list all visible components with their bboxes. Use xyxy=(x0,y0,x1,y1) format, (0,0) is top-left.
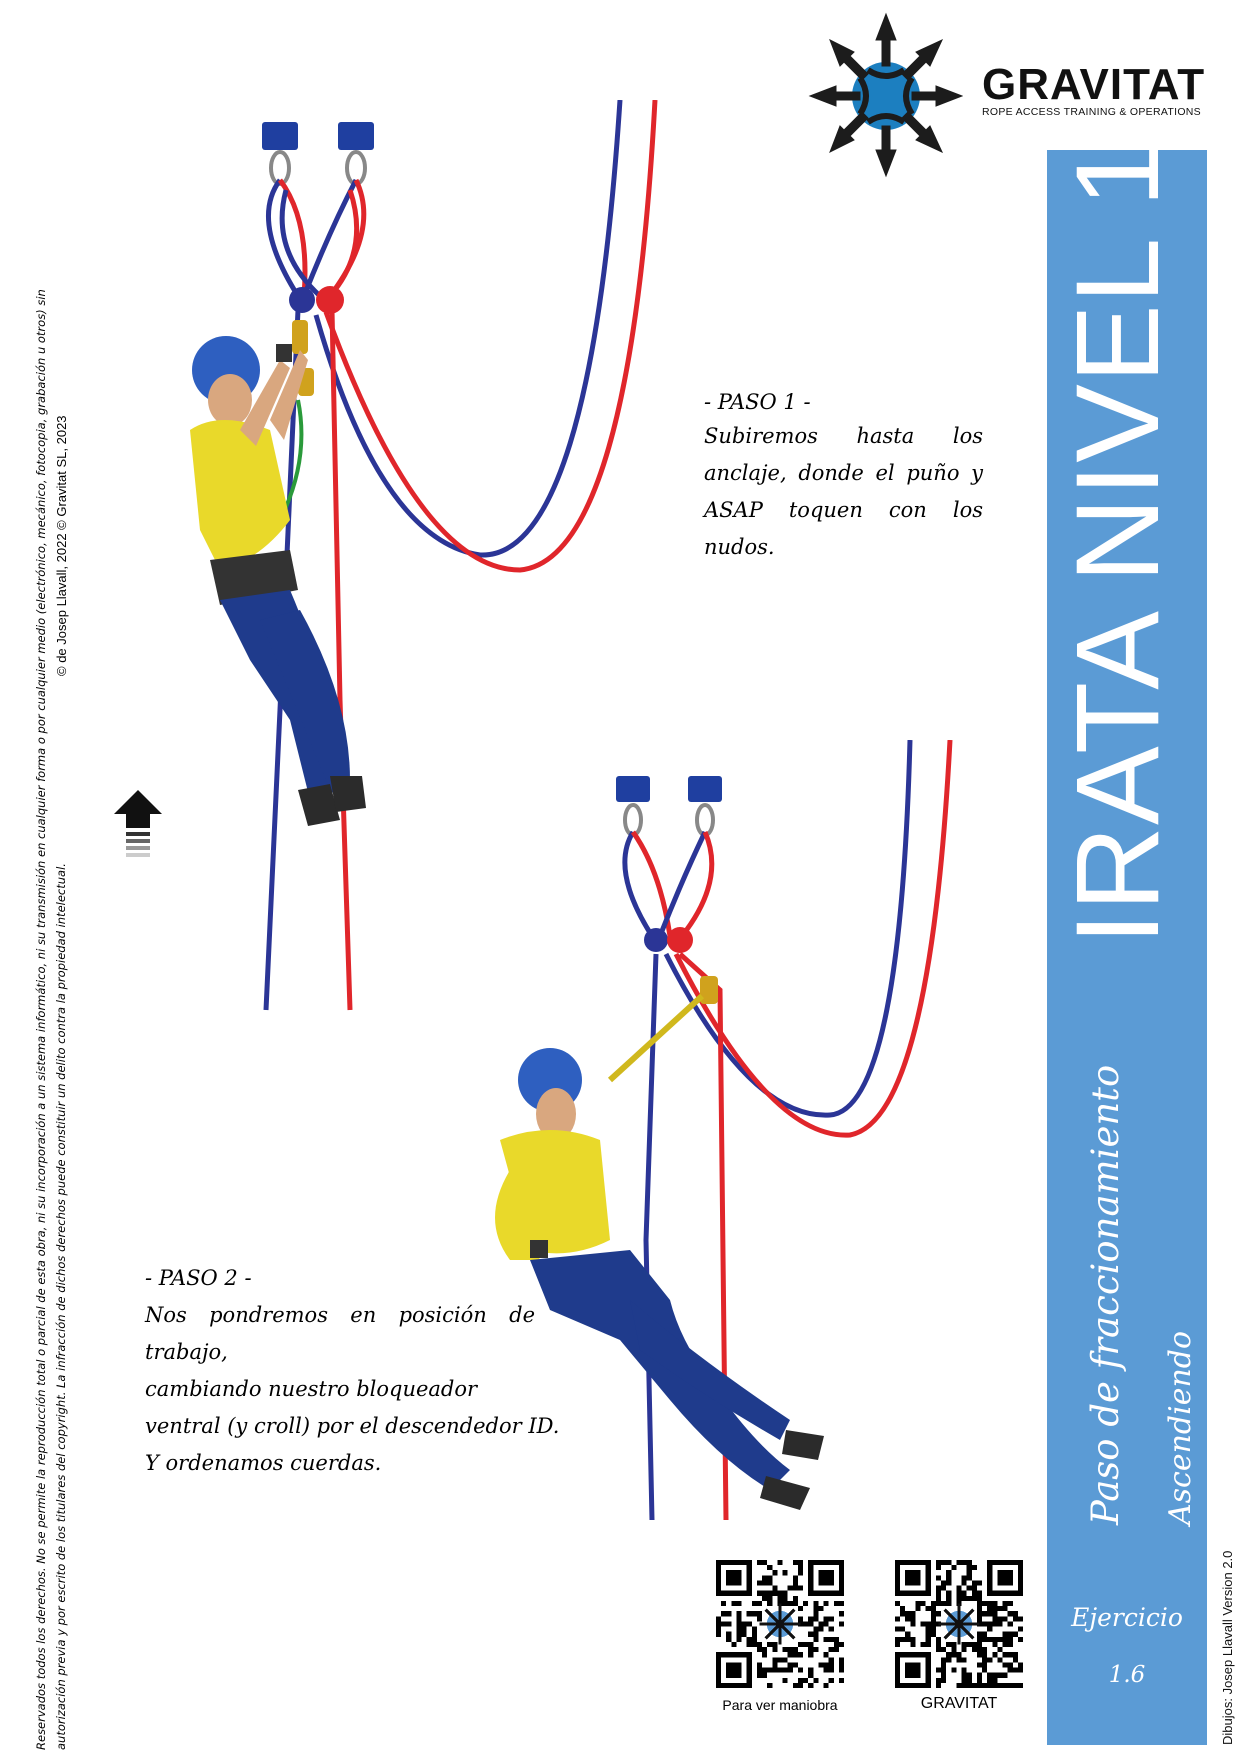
exercise-number: 1.6 xyxy=(1108,1662,1146,1688)
carabiner-icon xyxy=(625,805,641,835)
step-1-text: Subiremos hasta los anclaje, donde el puño y ASAP toquen con los nudos. xyxy=(704,424,983,559)
knot-blue-icon xyxy=(289,287,315,313)
brand-name: GRAVITAT xyxy=(982,60,1206,109)
anchor-plate-icon xyxy=(338,122,374,150)
step-2-line-5: Y ordenamos cuerdas. xyxy=(145,1451,382,1475)
up-arrow-icon xyxy=(112,788,164,860)
copyright-line-3: © de Josep Llavall, 2022 © Gravitat SL, 2023 xyxy=(54,415,69,676)
copyright-line-2: autorización previa y por escrito de los titulares del copyright. La infracción de dichos derechos puede constituir un delito contra la propiedad intelectual. xyxy=(54,863,68,1750)
step-2-title: - PASO 2 - xyxy=(145,1266,252,1290)
qr-caption-gravitat: GRAVITAT xyxy=(920,1695,998,1712)
copyright-line-1: Reservados todos los derechos. No se permite la reproducción total o parcial de esta obra, ni su incorporación a un sistema informático, ni su transmisión en cualquier forma o por cualquier medio (electrónico, mecánico, fotocopia, grabación u otros) sin xyxy=(34,289,48,1750)
carabiner-icon xyxy=(271,152,289,184)
knot-blue-icon xyxy=(644,928,668,952)
step-2-line-2: trabajo, xyxy=(145,1340,228,1364)
anchor-plate-icon xyxy=(616,776,650,802)
step-2-line-3: cambiando nuestro bloqueador xyxy=(145,1377,478,1401)
exercise-label: Ejercicio xyxy=(1071,1603,1183,1632)
anchor-plate-icon xyxy=(688,776,722,802)
gravitat-logo-icon xyxy=(808,10,963,178)
qr-code-gravitat-icon[interactable] xyxy=(895,1560,1023,1688)
knot-red-icon xyxy=(667,927,693,953)
carabiner-icon xyxy=(697,805,713,835)
brand-tagline: ROPE ACCESS TRAINING & OPERATIONS xyxy=(982,106,1201,118)
panel-title: IRATA NIVEL 1 xyxy=(1052,140,1184,945)
knot-red-icon xyxy=(316,286,344,314)
anchor-plate-icon xyxy=(262,122,298,150)
panel-subtitle-2: Ascendiendo xyxy=(1163,1330,1198,1525)
step-1-title: - PASO 1 - xyxy=(704,390,811,414)
panel-subtitle: Paso de fraccionamiento xyxy=(1084,1064,1127,1525)
drawings-credit: Dibujos: Josep Llavall Version 2.0 xyxy=(1220,1550,1235,1745)
carabiner-icon xyxy=(347,152,365,184)
step-2-line-1: Nos pondremos en posición de xyxy=(145,1303,535,1327)
qr-code-maneuver-icon[interactable] xyxy=(716,1560,844,1688)
qr-caption-maneuver: Para ver maniobra xyxy=(722,1697,838,1713)
step-2-line-4: ventral (y croll) por el descendedor ID. xyxy=(145,1414,560,1438)
